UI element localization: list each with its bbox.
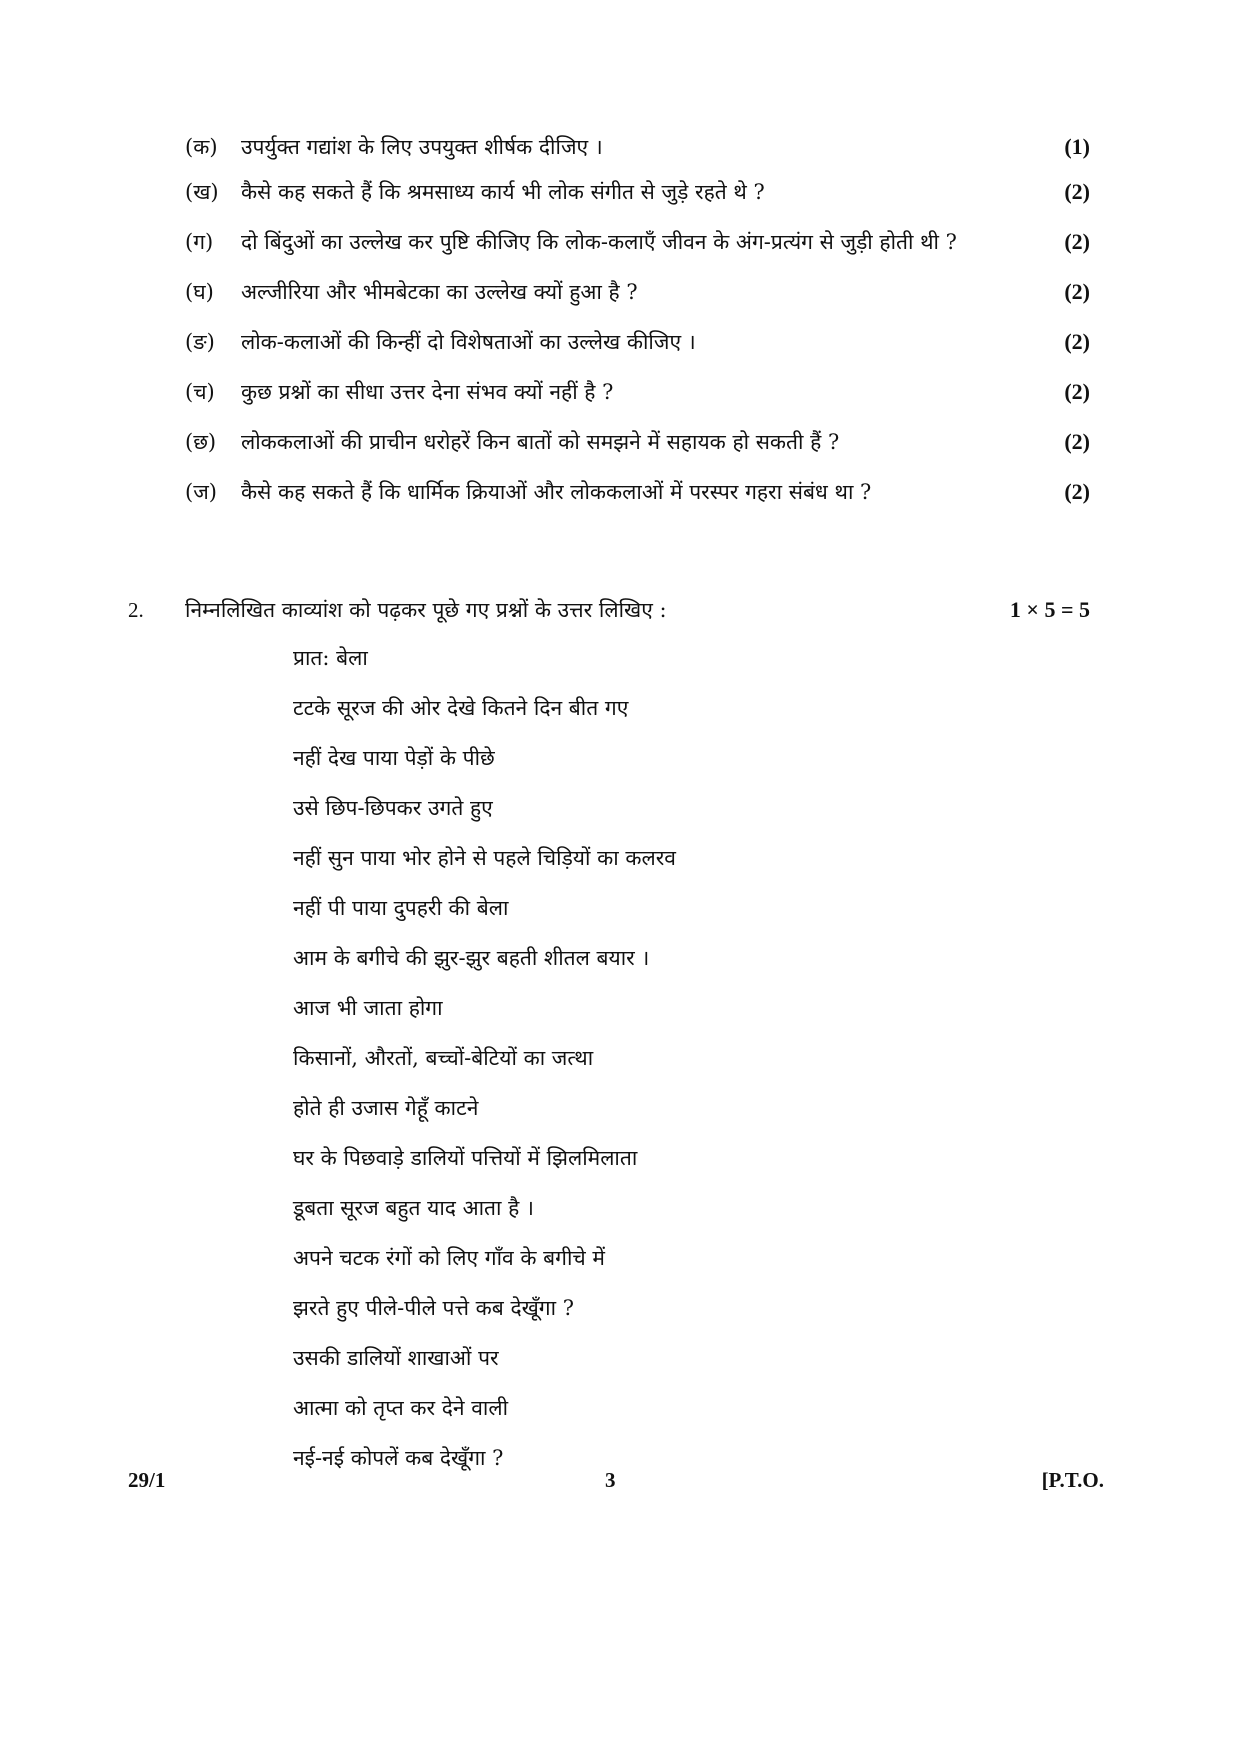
sub-question-marks: (2) [1064,379,1090,404]
sub-question-cha [185,372,1090,412]
sub-question-marks: (2) [1064,179,1090,204]
sub-question-marks: (2) [1064,279,1090,304]
sub-question-text: लोक-कलाओं की किन्हीं दो विशेषताओं का उल्लेख कीजिए । [241,330,696,354]
sub-question-text: कैसे कह सकते हैं कि श्रमसाध्य कार्य भी लोक संगीत से जुड़े रहते थे ? [241,180,765,204]
poem-line: आत्मा को तृप्त कर देने वाली [293,1396,509,1420]
poem-line: झरते हुए पीले-पीले पत्ते कब देखूँगा ? [293,1296,574,1320]
footer-page-number: 3 [605,1468,616,1492]
poem-line: अपने चटक रंगों को लिए गाँव के बगीचे में [293,1246,605,1270]
sub-question-nga [185,322,1090,362]
sub-question-chha [185,422,1090,462]
sub-question-kha [185,172,1090,212]
footer-paper-code: 29/1 [128,1468,166,1492]
sub-question-marks: (2) [1064,329,1090,354]
poem-line: प्रात: बेला [293,646,368,670]
sub-question-label: (ख) [185,180,219,204]
poem-line: उसकी डालियों शाखाओं पर [293,1346,499,1370]
sub-question-text: अल्जीरिया और भीमबेटका का उल्लेख क्यों हुआ है ? [241,280,638,304]
sub-question-label: (ग) [185,230,214,254]
poem-line: नहीं पी पाया दुपहरी की बेला [293,896,509,920]
sub-question-label: (क) [185,135,218,159]
poem-line: नहीं सुन पाया भोर होने से पहले चिड़ियों का कलरव [293,846,676,870]
sub-question-text: लोककलाओं की प्राचीन धरोहरें किन बातों को समझने में सहायक हो सकती हैं ? [241,430,840,454]
poem-line: नई-नई कोपलें कब देखूँगा ? [293,1446,504,1470]
sub-question-text: कैसे कह सकते हैं कि धार्मिक क्रियाओं और लोककलाओं में परस्पर गहरा संबंध था ? [241,480,872,504]
poem-line: होते ही उजास गेहूँ काटने [293,1096,479,1120]
poem-line: आम के बगीचे की झुर-झुर बहती शीतल बयार । [293,946,650,970]
poem-line: डूबता सूरज बहुत याद आता है । [293,1196,534,1220]
sub-question-marks: (2) [1064,429,1090,454]
poem-line: आज भी जाता होगा [293,996,443,1020]
poem-line: किसानों, औरतों, बच्चों-बेटियों का जत्था [293,1046,594,1070]
poem-line: नहीं देख पाया पेड़ों के पीछे [293,746,495,770]
sub-question-ja [185,472,1090,512]
sub-question-gha [185,272,1090,312]
poem-line: टटके सूरज की ओर देखे कितने दिन बीत गए [293,696,629,720]
sub-question-label: (ज) [185,480,217,504]
poem-line: घर के पिछवाड़े डालियों पत्तियों में झिलमिलाता [293,1146,638,1170]
question-2-instruction: निम्नलिखित काव्यांश को पढ़कर पूछे गए प्रश्नों के उत्तर लिखिए : [185,598,667,622]
sub-question-label: (छ) [185,430,217,454]
sub-question-text: कुछ प्रश्नों का सीधा उत्तर देना संभव क्यों नहीं है ? [241,380,614,404]
sub-question-label: (ङ) [185,330,215,354]
sub-question-marks: (1) [1064,134,1090,159]
sub-question-label: (घ) [185,280,214,304]
question-2-marks: 1 × 5 = 5 [1009,597,1090,622]
sub-question-ka [185,127,1090,167]
question-2-number: 2. [128,598,144,622]
sub-question-marks: (2) [1064,229,1090,254]
sub-question-label: (च) [185,380,215,404]
sub-question-marks: (2) [1064,479,1090,504]
footer-pto: [P.T.O. [1041,1468,1104,1492]
sub-question-text: दो बिंदुओं का उल्लेख कर पुष्टि कीजिए कि लोक-कलाएँ जीवन के अंग-प्रत्यंग से जुड़ी होती थी ? [241,230,957,254]
poem-line: उसे छिप-छिपकर उगते हुए [293,796,493,820]
sub-question-ga [185,222,1090,262]
sub-question-text: उपर्युक्त गद्यांश के लिए उपयुक्त शीर्षक दीजिए । [241,135,603,159]
